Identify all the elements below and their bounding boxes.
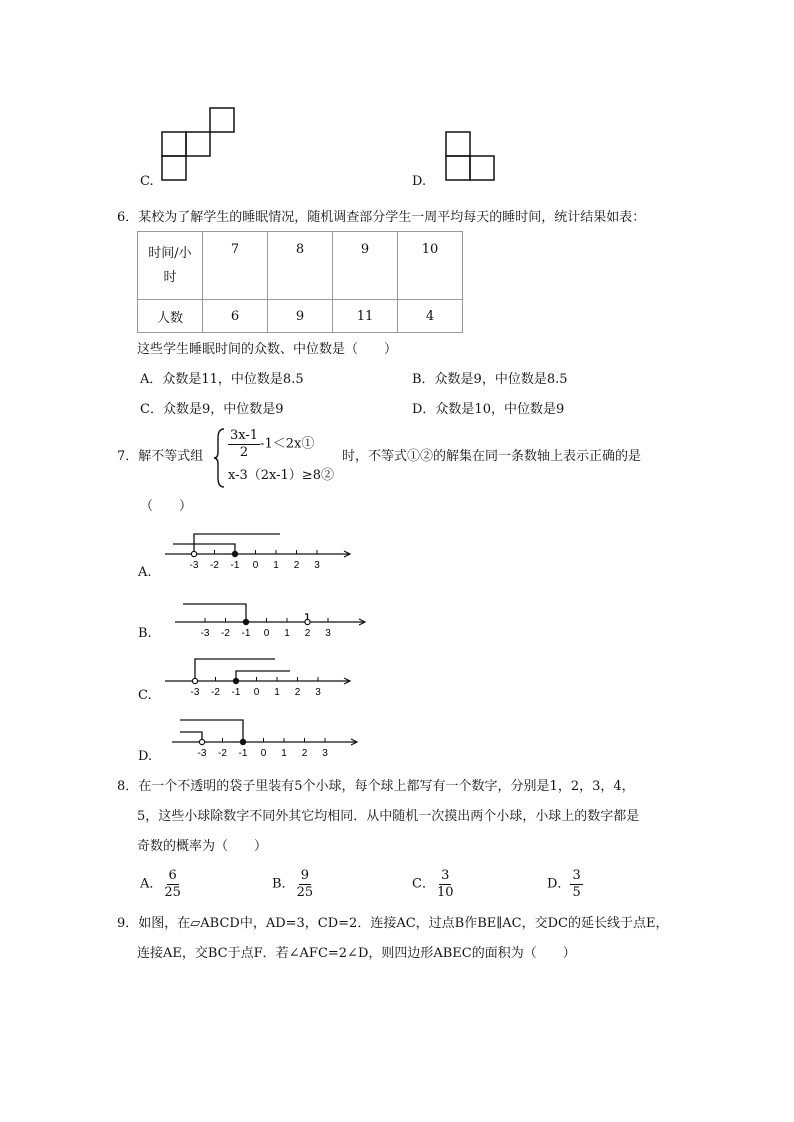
q7-option-b[interactable]: B. [138, 626, 152, 641]
axis-tick-label: 2 [293, 560, 300, 571]
q6-stem: 6．某校为了解学生的睡眠情况，随机调查部分学生一周平均每天的睡时间，统计结果如表： [117, 210, 646, 225]
solution-ray [180, 720, 243, 742]
axis-tick-label: -3 [197, 748, 207, 759]
q8-option-b[interactable]: B． $\frac{9}{25}$ [272, 868, 314, 900]
q8-option-d[interactable]: D． $\frac{3}{5}$ [547, 868, 581, 900]
open-point [192, 678, 197, 683]
q7-inequality-2: x-3（2x-1）≥8② [228, 468, 334, 483]
axis-tick-label: 0 [263, 628, 270, 639]
q7-prefix: 7．解不等式组 [117, 449, 204, 464]
table-cell: 4 [398, 300, 463, 333]
axis-tick-label: 1 [274, 687, 280, 698]
q8-line-1: 8．在一个不透明的袋子里装有5个小球，每个球上都写有一个数字，分别是1，2，3，4， [117, 779, 635, 794]
ineq1-denominator: 2 [239, 445, 249, 460]
q5-option-d-label[interactable]: D. [412, 174, 427, 189]
q9-line-1: 9．如图，在▱ABCD中，AD=3，CD=2．连接AC，过点B作BE∥AC，交DC的延长线于点E， [117, 916, 669, 931]
axis-tick-label: 2 [301, 748, 308, 759]
axis-tick-label: 3 [315, 687, 321, 698]
axis-tick-label: 2 [304, 628, 311, 639]
q5-option-c-figure [160, 106, 240, 181]
q5-option-d-figure [444, 130, 524, 205]
number-line-option-b [175, 598, 375, 638]
q8-option-a[interactable]: A． $\frac{6}{25}$ [140, 868, 181, 900]
axis-tick-label: 3 [325, 628, 331, 639]
number-line-option-a [165, 530, 365, 570]
table-cell: 11 [333, 300, 398, 333]
q7-inequality-1 [228, 428, 314, 461]
q5-option-c-label[interactable]: C. [140, 174, 154, 189]
open-point [199, 739, 204, 744]
axis-tick-label: -1 [241, 628, 251, 639]
q8-line-3: 奇数的概率为（ ） [137, 839, 268, 854]
closed-point [233, 678, 238, 683]
axis-tick-label: -2 [210, 560, 219, 571]
open-point [191, 551, 196, 556]
axis-tick-label: -1 [230, 560, 240, 571]
axis-tick-label: 3 [322, 748, 328, 759]
q7-option-c[interactable]: C. [138, 688, 152, 703]
axis-tick-label: -3 [200, 628, 210, 639]
q7-paren: （ ） [140, 499, 193, 514]
number-line-option-c [165, 657, 365, 697]
axis-tick-label: 2 [294, 687, 301, 698]
q7-option-a[interactable]: A. [138, 565, 152, 580]
table-cell: 6 [203, 300, 268, 333]
solution-ray [183, 604, 246, 622]
axis-tick-label: -2 [221, 628, 230, 639]
ineq1-rest: -1＜2x① [260, 436, 315, 452]
q6-option-c[interactable]: C．众数是9，中位数是9 [140, 402, 284, 417]
ineq1-numerator: 3x-1 [230, 428, 259, 443]
axis-tick-label: 0 [253, 687, 260, 698]
q6-question: 这些学生睡眠时间的众数、中位数是（ ） [137, 342, 398, 357]
solution-ray [180, 732, 202, 742]
axis-tick-label: 1 [281, 748, 287, 759]
closed-point [232, 551, 237, 556]
q7-suffix: 时，不等式①②的解集在同一条数轴上表示正确的是 [342, 449, 642, 464]
number-line-option-d [172, 718, 372, 758]
closed-point [240, 739, 245, 744]
solution-ray [195, 659, 275, 681]
q6-option-d[interactable]: D．众数是10，中位数是9 [412, 402, 565, 417]
table-cell: 9 [268, 300, 333, 333]
table-header-count: 人数 [138, 300, 203, 333]
axis-tick-label: 1 [284, 628, 290, 639]
axis-tick-label: 3 [314, 560, 320, 571]
axis-tick-label: 1 [273, 560, 279, 571]
q7-option-d[interactable]: D. [138, 749, 153, 764]
q9-line-2: 连接AE，交BC于点F．若∠AFC=2∠D，则四边形ABEC的面积为（ ） [137, 946, 576, 961]
axis-tick-label: -1 [238, 748, 248, 759]
q6-option-b[interactable]: B．众数是9，中位数是8.5 [412, 372, 568, 387]
table-cell: 8 [268, 232, 333, 300]
axis-tick-label: -2 [211, 687, 220, 698]
q6-option-a[interactable]: A．众数是11，中位数是8.5 [140, 372, 304, 387]
closed-point [243, 619, 248, 624]
table-cell: 9 [333, 232, 398, 300]
table-cell: 7 [203, 232, 268, 300]
axis-tick-label: -3 [190, 687, 200, 698]
solution-ray [173, 544, 235, 554]
axis-tick-label: 0 [260, 748, 267, 759]
axis-tick-label: 0 [252, 560, 259, 571]
inequality-brace [214, 428, 226, 488]
q6-stats-table [137, 231, 463, 333]
axis-tick-label: -3 [189, 560, 199, 571]
q8-line-2: 5，这些小球除数字不同外其它均相同．从中随机一次摸出两个小球，小球上的数字都是 [137, 809, 640, 824]
table-header-time: 时间/小 时 [138, 232, 203, 300]
axis-tick-label: -2 [218, 748, 227, 759]
q8-option-c[interactable]: C． $\frac{3}{10}$ [412, 868, 454, 900]
solution-ray [236, 671, 290, 681]
table-cell: 10 [398, 232, 463, 300]
axis-tick-label: -1 [231, 687, 241, 698]
open-point [305, 619, 310, 624]
